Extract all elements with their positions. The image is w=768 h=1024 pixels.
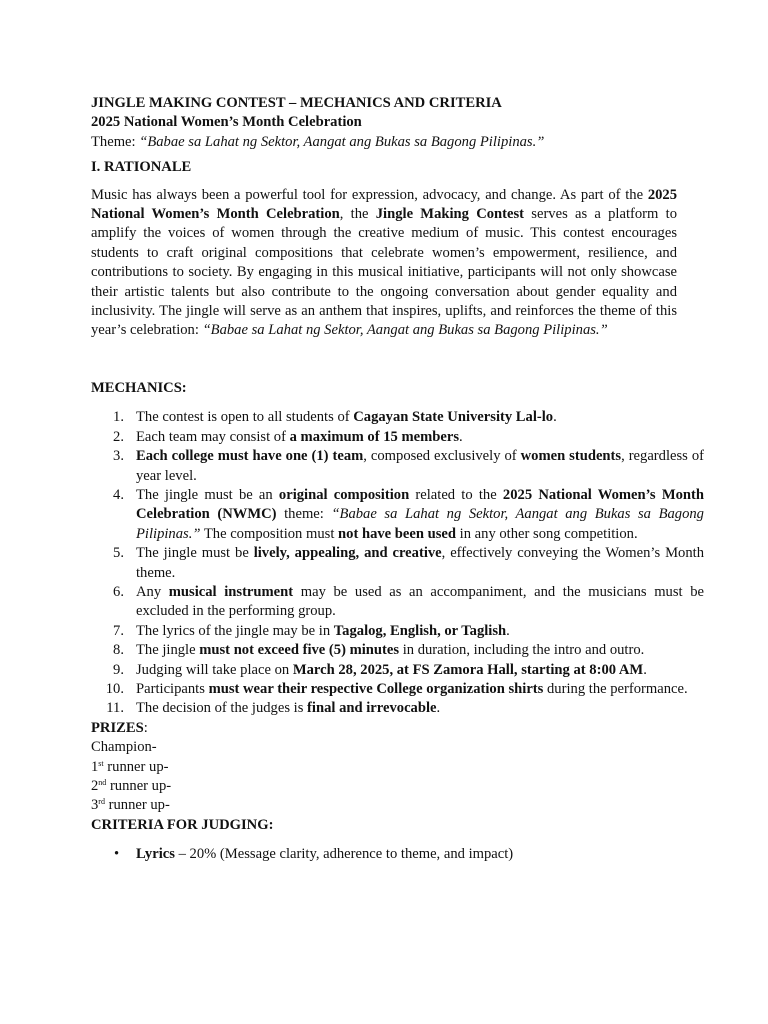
item-text: The composition must: [200, 525, 339, 542]
mechanics-item: [91, 661, 704, 680]
mechanics-heading: MECHANICS:: [91, 379, 187, 396]
rationale-text-2: , the: [339, 206, 376, 223]
item-text: related to the: [409, 486, 503, 503]
rationale-bold-nwmc: 2025 National Women’s Month Celebration: [91, 186, 677, 223]
item-text: .: [553, 409, 557, 426]
rank-text: runner up-: [106, 778, 172, 794]
item-text: Participants: [136, 680, 209, 697]
criteria-item: [91, 845, 677, 864]
prizes-heading-label: PRIZES: [91, 719, 144, 736]
rationale-text-1: Music has always been a powerful tool for expression, advocacy, and change. As part of the: [91, 186, 648, 203]
item-number: 1.: [113, 409, 124, 426]
item-text: theme:: [276, 506, 332, 523]
rank-number: 2: [91, 778, 99, 794]
mechanics-item: [91, 408, 704, 427]
item-text: may be used as an accompaniment, and the musicians must be excluded in the performing group.: [136, 583, 704, 620]
rank-suffix: nd: [98, 778, 107, 787]
item-bold: must not exceed five (5) minutes: [199, 642, 400, 659]
item-text: , effectively conveying the Women’s Month theme.: [136, 545, 704, 581]
item-bold: women students: [520, 448, 622, 465]
prize-champion: Champion-: [91, 739, 157, 756]
item-bold: lively, appealing, and creative: [253, 545, 442, 562]
rank-text: runner up-: [103, 758, 169, 775]
mechanics-item: [91, 544, 704, 583]
item-number: 2.: [113, 428, 124, 445]
rationale-heading: I. RATIONALE: [91, 159, 192, 176]
item-number: 9.: [113, 661, 124, 678]
item-bold: Cagayan State University Lal-lo: [353, 409, 554, 426]
item-text: The lyrics of the jingle may be in: [136, 622, 334, 639]
item-bold: not have been used: [338, 525, 457, 542]
mechanics-item: [91, 486, 704, 544]
rank-suffix: st: [98, 758, 104, 768]
item-text: The jingle must be: [136, 545, 254, 562]
item-number: 8.: [113, 642, 124, 659]
criteria-list: [91, 845, 677, 864]
item-text: in any other song competition.: [456, 525, 638, 542]
item-bold: Tagalog, English, or Taglish: [333, 622, 507, 639]
criteria-heading: CRITERIA FOR JUDGING:: [91, 816, 274, 833]
bullet-icon: •: [114, 846, 120, 863]
item-number: 5.: [113, 545, 124, 562]
rationale-paragraph: [91, 186, 677, 341]
item-bold: March 28, 2025, at FS Zamora Hall, starting at 8:00 AM: [292, 661, 644, 678]
prizes-heading: [91, 719, 677, 738]
item-text: during the performance.: [543, 680, 688, 697]
criteria-name: Lyrics: [136, 846, 175, 863]
mechanics-item: [91, 622, 704, 641]
prize-first-runner-up: [91, 758, 677, 777]
item-text: Any: [136, 583, 169, 600]
item-text: Each team may consist of: [136, 428, 290, 445]
rationale-text-3: serves as a platform to amplify the voices of women through the creative medium of music. This contest encourages students to craft original compositions that celebrate women’s empowerment, resilience, and contributions to society. By engaging in this musical initiative, participants will not only showcase their artistic talents but also contribute to the ongoing conversation about gender equality and inclusivity. The jingle will serve as an anthem that inspires, uplifts, and reinforces the theme of this year’s celebration:: [91, 206, 677, 339]
rationale-bold-contest: Jingle Making Contest: [375, 206, 525, 223]
item-text: .: [436, 700, 441, 717]
document-title: JINGLE MAKING CONTEST – MECHANICS AND CRITERIA: [91, 95, 502, 111]
prize-third-runner-up: [91, 796, 677, 815]
theme-label: Theme:: [91, 133, 140, 150]
item-bold: original composition: [278, 486, 410, 503]
item-text: .: [459, 428, 463, 445]
criteria-description: – 20% (Message clarity, adherence to theme, and impact): [174, 846, 514, 863]
theme-line: [91, 133, 677, 152]
prize-second-runner-up: [91, 777, 677, 796]
prizes-colon: :: [143, 719, 148, 736]
item-text: , composed exclusively of: [363, 448, 521, 465]
item-number: 10.: [105, 680, 124, 697]
rationale-theme-quote: “Babae sa Lahat ng Sektor, Aangat ang Bukas sa Bagong Pilipinas.”: [202, 322, 608, 339]
mechanics-item: [91, 680, 704, 699]
item-bold: final and irrevocable: [307, 700, 437, 717]
rank-number: 3: [91, 797, 99, 814]
mechanics-item: [91, 447, 704, 486]
document-body: [91, 94, 704, 865]
item-bold: Each college must have one (1) team: [136, 448, 364, 465]
mechanics-list: [91, 408, 704, 719]
mechanics-item: [91, 641, 704, 660]
item-text: in duration, including the intro and outro.: [399, 642, 645, 659]
item-number: 3.: [113, 448, 124, 465]
item-number: 4.: [113, 486, 124, 503]
item-number: 7.: [113, 622, 124, 639]
item-bold: must wear their respective College organization shirts: [208, 680, 544, 697]
mechanics-item: [91, 699, 704, 718]
item-number: 11.: [106, 700, 124, 717]
item-text: The jingle: [136, 642, 200, 659]
item-bold: musical instrument: [168, 583, 294, 600]
rank-suffix: rd: [98, 797, 105, 807]
rank-number: 1: [91, 758, 99, 775]
document-subtitle: 2025 National Women’s Month Celebration: [91, 114, 362, 131]
item-text: .: [643, 661, 647, 678]
item-bold: 2025 National Women’s Month Celebration (NWMC): [136, 486, 704, 523]
rank-text: runner up-: [104, 797, 170, 814]
item-text: The jingle must be an: [136, 486, 279, 503]
item-italic: “Babae sa Lahat ng Sektor, Aangat ang Bukas sa Bagong Pilipinas.”: [136, 506, 704, 542]
item-text: .: [506, 622, 510, 639]
mechanics-item: [91, 428, 704, 447]
mechanics-item: [91, 583, 704, 622]
item-bold: a maximum of 15 members: [289, 428, 460, 445]
item-text: Judging will take place on: [136, 661, 293, 678]
item-text: The contest is open to all students of: [136, 409, 354, 426]
theme-text: “Babae sa Lahat ng Sektor, Aangat ang Bukas sa Bagong Pilipinas.”: [139, 133, 545, 150]
item-number: 6.: [113, 583, 124, 600]
item-text: , regardless of year level.: [136, 448, 704, 484]
item-text: The decision of the judges is: [136, 700, 308, 717]
